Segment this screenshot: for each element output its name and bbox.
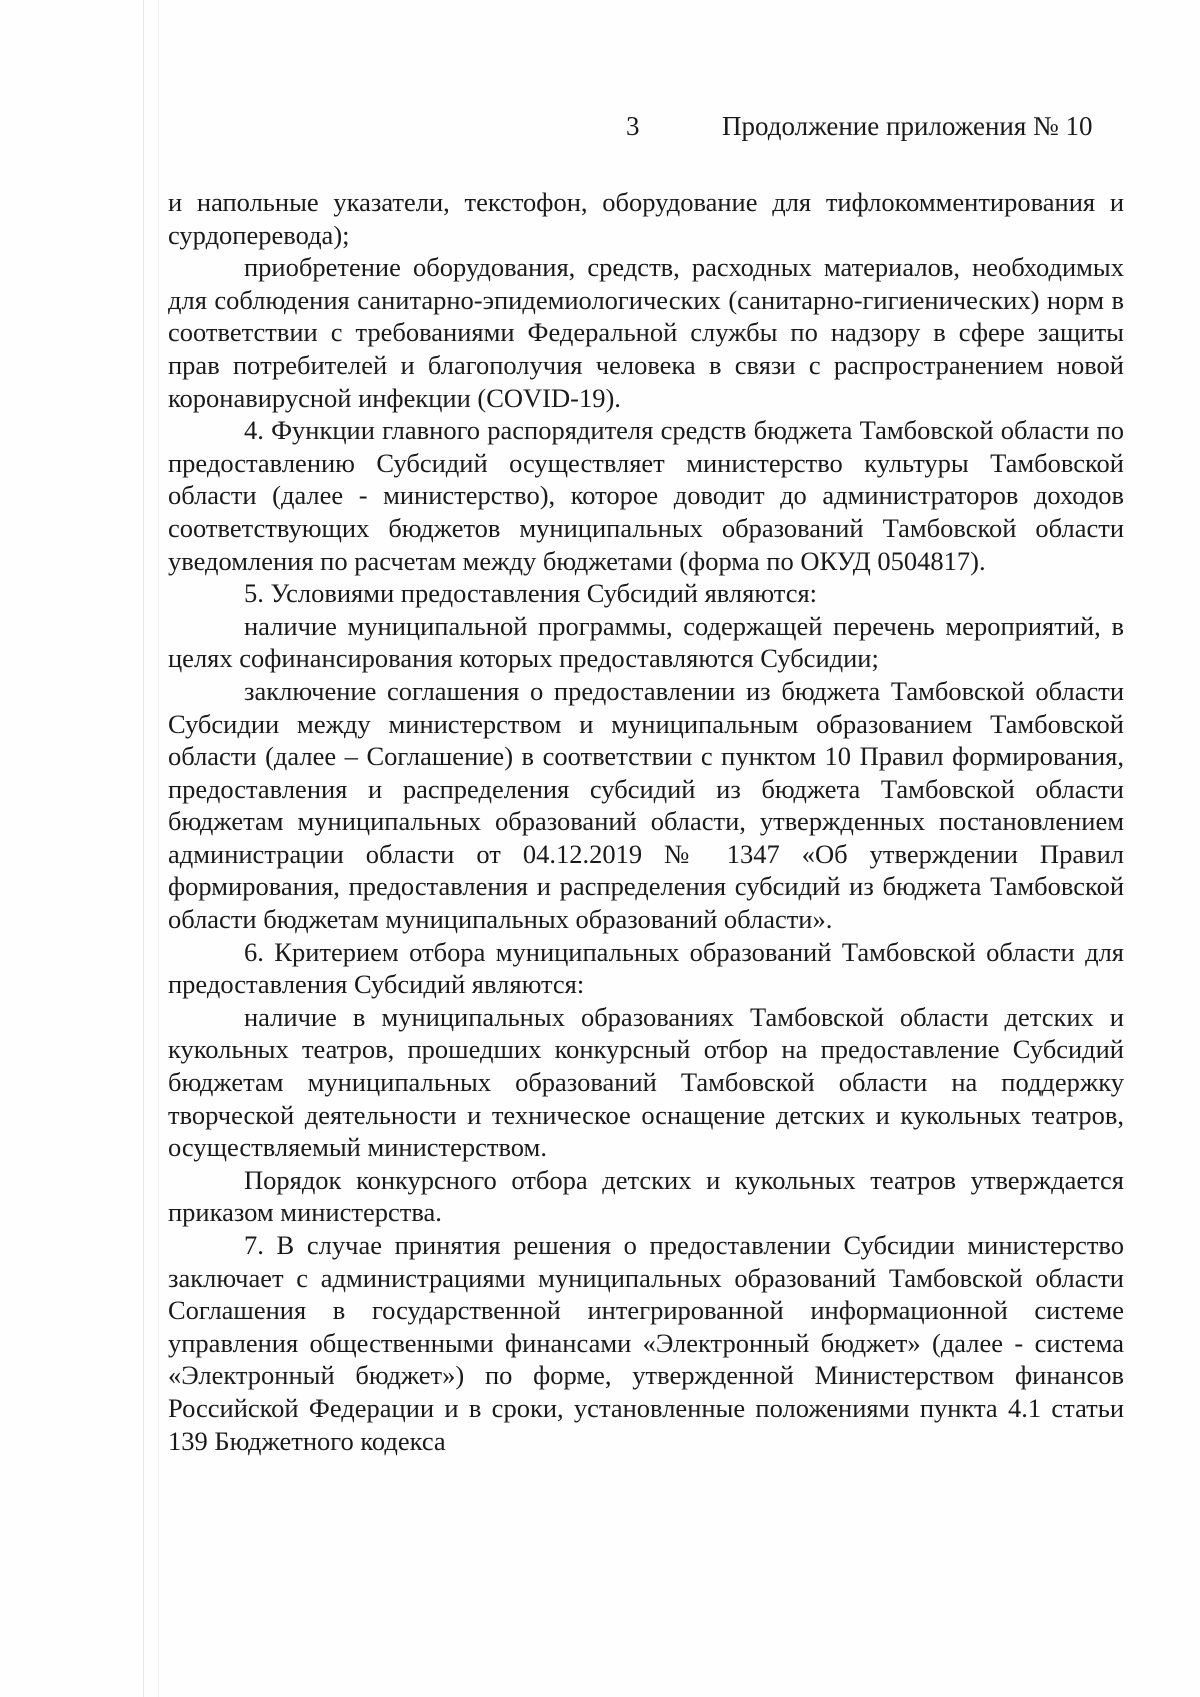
page-number: 3 <box>626 111 640 141</box>
paragraph-clause-6: 6. Критерием отбора муниципальных образований Тамбовской области для предоставления Субсидий являются: <box>168 936 1124 1000</box>
document-body <box>168 186 1124 1457</box>
paragraph-clause-5: 5. Условиями предоставления Субсидий являются: <box>244 578 818 609</box>
paragraph-condition-agreement: заключение соглашения о предоставлении из бюджета Тамбовской области Субсидии между министерством и муниципальным образованием Тамбовской области (далее – Соглашение) в соответствии с пунктом 10 Правил формирования, предоставления и распределения субсидий из бюджета Тамбовской области бюджетам муниципальных образований области, утвержденных постановлением администрации области от 04.12.2019 № 1347 «Об утверждении Правил формирования, предоставления и распределения субсидий из бюджета Тамбовской области бюджетам муниципальных образований области». <box>168 675 1124 935</box>
paragraph-clause-4: 4. Функции главного распорядителя средств бюджета Тамбовской области по предоставлению Субсидий осуществляет министерство культуры Тамбовской области (далее - министерство), которое доводит до администраторов доходов соответствующих бюджетов муниципальных образований Тамбовской области уведомления по расчетам между бюджетами (форма по ОКУД 0504817). <box>168 415 1124 576</box>
paragraph-continuation: и напольные указатели, текстофон, оборудование для тифлокомментирования и сурдоперевода); <box>168 187 1124 250</box>
page-header <box>0 106 1200 146</box>
paragraph-criterion-theatres: наличие в муниципальных образованиях Тамбовской области детских и кукольных театров, прошедших конкурсный отбор на предоставление Субсидий бюджетам муниципальных образований Тамбовской области на поддержку творческой деятельности и техническое оснащение детских и кукольных театров, осуществляемый министерством. <box>168 1001 1124 1163</box>
appendix-continuation-note: Продолжение приложения № 10 <box>722 111 1093 141</box>
paragraph-selection-order: Порядок конкурсного отбора детских и кукольных театров утверждается приказом министерства. <box>168 1164 1124 1228</box>
scan-artifact-line <box>158 0 159 1697</box>
paragraph-condition-program: наличие муниципальной программы, содержащей перечень мероприятий, в целях софинансирования которых предоставляются Субсидии; <box>168 610 1124 674</box>
scan-artifact-line <box>143 0 144 1697</box>
paragraph-clause-7: 7. В случае принятия решения о предоставлении Субсидии министерство заключает с администрациями муниципальных образований Тамбовской области Соглашения в государственной интегрированной информационной системе управления общественными финансами «Электронный бюджет» (далее - система «Электронный бюджет») по форме, утвержденной Министерством финансов Российской Федерации и в сроки, установленные положениями пункта 4.1 статьи 139 Бюджетного кодекса <box>168 1230 1124 1456</box>
paragraph-equipment-purchase: приобретение оборудования, средств, расходных материалов, необходимых для соблюдения санитарно-эпидемиологических (санитарно-гигиенических) норм в соответствии с требованиями Федеральной службы по надзору в сфере защиты прав потребителей и благополучия человека в связи с распространением новой коронавирусной инфекции (COVID-19). <box>168 252 1124 413</box>
